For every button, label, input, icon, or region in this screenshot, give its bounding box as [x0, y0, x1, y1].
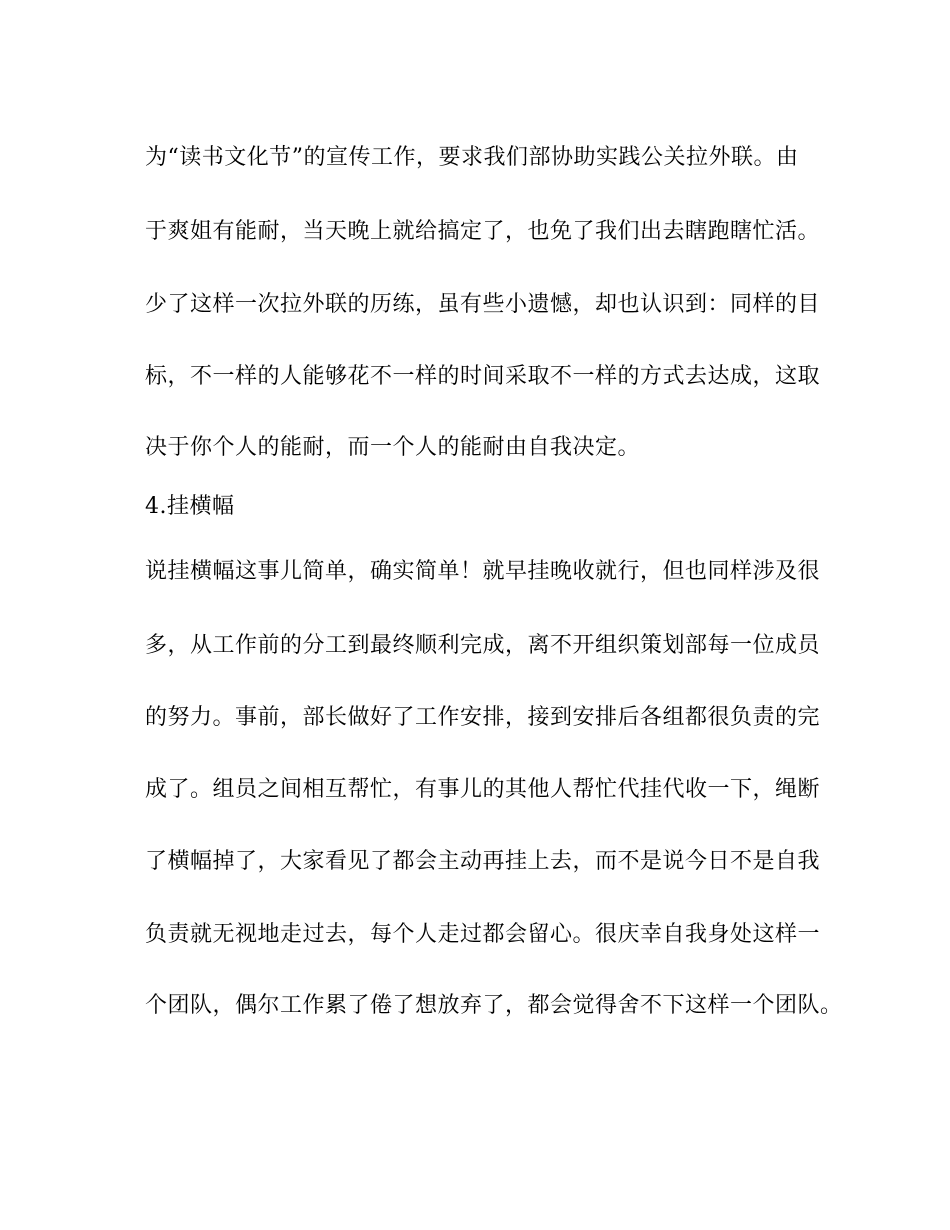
paragraph-line: 个团队，偶尔工作累了倦了想放弃了，都会觉得舍不下这样一个团队。 — [145, 993, 843, 1018]
section-heading: 4.挂横幅 — [145, 494, 235, 519]
paragraph-line: 了横幅掉了，大家看见了都会主动再挂上去，而不是说今日不是自我 — [145, 849, 821, 874]
paragraph-line: 标，不一样的人能够花不一样的时间采取不一样的方式去达成，这取 — [145, 364, 821, 389]
paragraph-line: 负责就无视地走过去，每个人走过都会留心。很庆幸自我身处这样一 — [145, 922, 821, 947]
paragraph-line: 的努力。事前，部长做好了工作安排，接到安排后各组都很负责的完 — [145, 705, 821, 730]
paragraph-line: 少了这样一次拉外联的历练，虽有些小遗憾，却也认识到：同样的目 — [145, 292, 821, 317]
paragraph-line: 多，从工作前的分工到最终顺利完成，离不开组织策划部每一位成员 — [145, 633, 821, 658]
paragraph-line: 说挂横幅这事儿简单，确实简单！就早挂晚收就行，但也同样涉及很 — [145, 559, 821, 584]
paragraph-line: 于爽姐有能耐，当天晚上就给搞定了，也免了我们出去瞎跑瞎忙活。 — [145, 219, 821, 244]
paragraph-line: 决于你个人的能耐，而一个人的能耐由自我决定。 — [145, 435, 641, 460]
paragraph-line: 为“读书文化节”的宣传工作，要求我们部协助实践公关拉外联。由 — [145, 145, 799, 170]
paragraph-line: 成了。组员之间相互帮忙，有事儿的其他人帮忙代挂代收一下，绳断 — [145, 777, 821, 802]
